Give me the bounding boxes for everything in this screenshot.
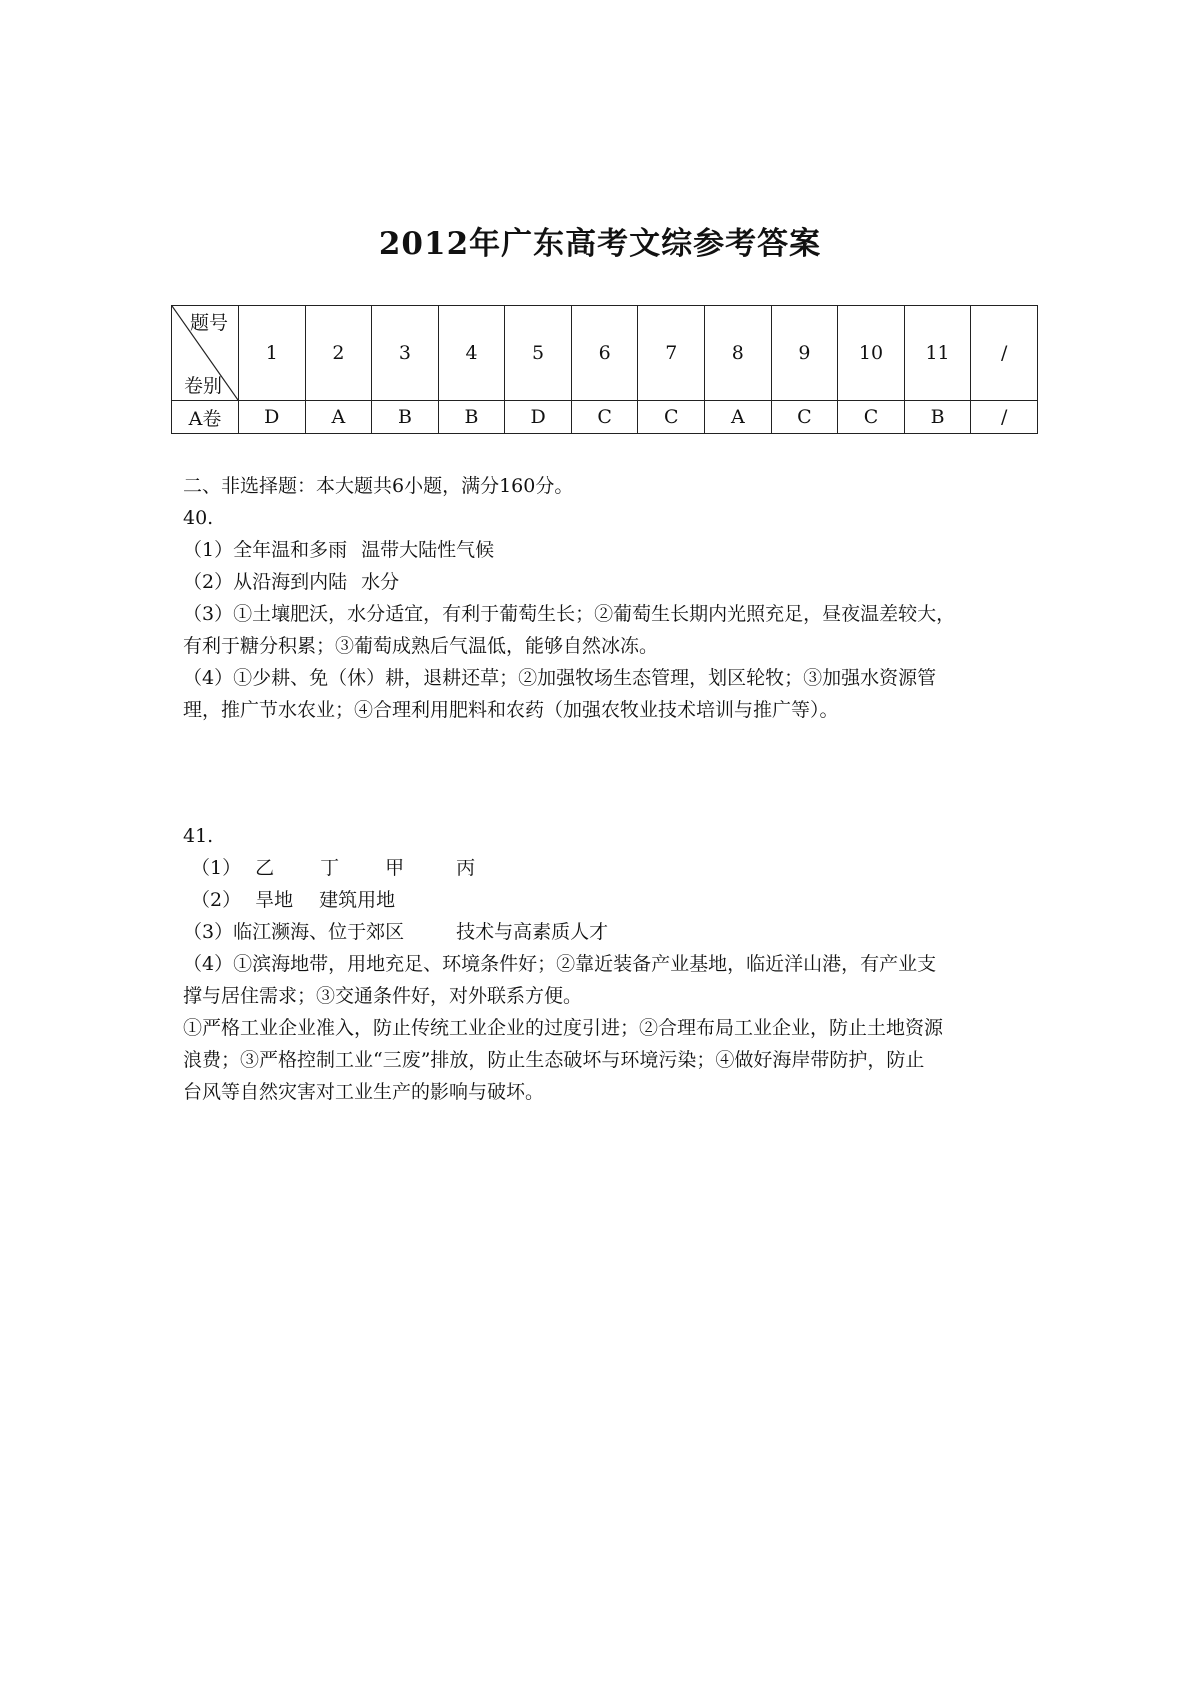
answer-cell: A bbox=[705, 401, 772, 434]
answer-cell: A bbox=[305, 401, 372, 434]
answer-text: 温带大陆性气候 bbox=[361, 539, 495, 561]
q40-part4-line: （4）①少耕、免（休）耕，退耕还草；②加强牧场生态管理，划区轮牧；③加强水资源管 bbox=[183, 667, 937, 689]
q40-part4-line: 理，推广节水农业；④合理利用肥料和农药（加强农牧业技术培训与推广等）。 bbox=[183, 699, 839, 721]
q41-part1 bbox=[183, 852, 1033, 884]
answer-item: 丁 bbox=[320, 857, 340, 879]
q41-part5-line: ①严格工业企业准入，防止传统工业企业的过度引进；②合理布局工业企业，防止土地资源 bbox=[183, 1017, 944, 1039]
part-label: （2） bbox=[191, 889, 242, 911]
corner-label-question-number: 题号 bbox=[189, 312, 228, 334]
question-number-cell: 8 bbox=[705, 306, 772, 401]
question-number-cell: 11 bbox=[904, 306, 971, 401]
part-label: （2） bbox=[183, 571, 234, 593]
part-label: （1） bbox=[183, 539, 234, 561]
q41-part3 bbox=[183, 916, 1033, 948]
answer-cell: B bbox=[372, 401, 439, 434]
question-number-cell: 7 bbox=[638, 306, 705, 401]
question-number-cell: 6 bbox=[571, 306, 638, 401]
answer-item: 丙 bbox=[456, 857, 476, 879]
answer-text: 技术与高素质人才 bbox=[456, 921, 609, 943]
part-label: （1） bbox=[191, 857, 242, 879]
page-title: 2012年广东高考文综参考答案 bbox=[378, 226, 822, 262]
q40-part1 bbox=[183, 534, 1033, 566]
q41-part4-line: （4）①滨海地带，用地充足、环境条件好；②靠近装备产业基地，临近洋山港，有产业支 bbox=[183, 953, 937, 975]
q40-part3-line: 有利于糖分积累；③葡萄成熟后气温低，能够自然冰冻。 bbox=[183, 635, 659, 657]
answer-text: 全年温和多雨 bbox=[233, 539, 348, 561]
answer-text: 水分 bbox=[361, 571, 400, 593]
paper-type-label: A卷 bbox=[172, 401, 239, 434]
table-corner-cell bbox=[172, 306, 239, 401]
question-40-number: 40. bbox=[183, 507, 214, 529]
q41-part4-line: 撑与居住需求；③交通条件好，对外联系方便。 bbox=[183, 985, 583, 1007]
question-number-row bbox=[172, 306, 1038, 401]
answer-cell: C bbox=[571, 401, 638, 434]
question-number-cell: 9 bbox=[771, 306, 838, 401]
answer-content bbox=[183, 470, 1033, 1108]
answer-row bbox=[172, 401, 1038, 434]
question-number-cell: 10 bbox=[838, 306, 905, 401]
question-41-number: 41. bbox=[183, 825, 214, 847]
answer-cell: B bbox=[438, 401, 505, 434]
answer-text: 旱地 bbox=[255, 889, 294, 911]
answer-cell: C bbox=[771, 401, 838, 434]
question-number-cell: 1 bbox=[239, 306, 306, 401]
corner-label-paper-type: 卷别 bbox=[184, 375, 223, 397]
q40-part2 bbox=[183, 566, 1033, 598]
answer-table bbox=[171, 305, 1038, 434]
question-number-cell: 3 bbox=[372, 306, 439, 401]
answer-item: 乙 bbox=[255, 857, 275, 879]
answer-item: 甲 bbox=[385, 857, 405, 879]
q40-part3-line: （3）①土壤肥沃，水分适宜，有利于葡萄生长；②葡萄生长期内光照充足，昼夜温差较大， bbox=[183, 603, 956, 625]
q41-part2 bbox=[183, 884, 1033, 916]
answer-cell: / bbox=[971, 401, 1038, 434]
part-label: （3） bbox=[183, 921, 234, 943]
question-number-cell: 4 bbox=[438, 306, 505, 401]
question-number-cell: 5 bbox=[505, 306, 572, 401]
section-heading: 二、非选择题：本大题共6小题，满分160分。 bbox=[183, 475, 574, 497]
answer-cell: D bbox=[505, 401, 572, 434]
answer-text: 临江濒海、位于郊区 bbox=[233, 921, 405, 943]
q41-part5-line: 浪费；③严格控制工业“三废”排放，防止生态破坏与环境污染；④做好海岸带防护，防止 bbox=[183, 1049, 925, 1071]
question-number-cell: 2 bbox=[305, 306, 372, 401]
q41-part5-line: 台风等自然灾害对工业生产的影响与破坏。 bbox=[183, 1081, 545, 1103]
answer-text: 从沿海到内陆 bbox=[233, 571, 348, 593]
answer-text: 建筑用地 bbox=[319, 889, 396, 911]
answer-cell: D bbox=[239, 401, 306, 434]
question-number-cell: / bbox=[971, 306, 1038, 401]
answer-cell: C bbox=[838, 401, 905, 434]
answer-cell: B bbox=[904, 401, 971, 434]
answer-cell: C bbox=[638, 401, 705, 434]
